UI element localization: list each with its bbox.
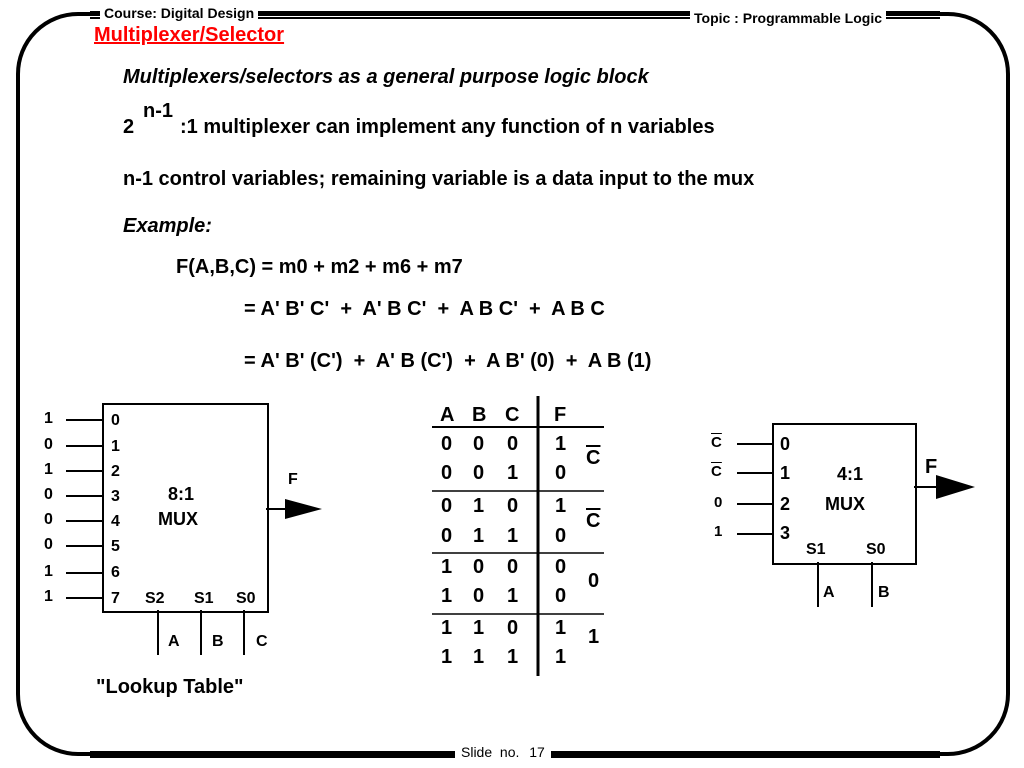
truth-table-cell: 0: [507, 495, 519, 517]
truth-table-header-f: F: [554, 404, 567, 426]
topic-label: Topic : Programmable Logic: [690, 10, 886, 26]
truth-table-cell: 1: [473, 617, 485, 639]
mux8-select-var-c: C: [256, 633, 268, 650]
mux8-input-index: 5: [111, 538, 120, 555]
mux8-input-value: 1: [44, 461, 53, 478]
lookup-table-caption: "Lookup Table": [96, 676, 244, 698]
mux4-output-label: F: [925, 456, 938, 478]
mux4-input-index: 2: [780, 494, 791, 514]
equation-factored: = A' B' (C') + A' B (C') + A B' (0) + A B (1): [244, 350, 652, 372]
mux4-input-value: $\overline{C}$: [711, 463, 722, 480]
mux4-output-arrow: [936, 475, 975, 499]
mux4-input-index: 1: [780, 463, 791, 483]
truth-table-cell: 1: [555, 495, 567, 517]
course-label: Course: Digital Design: [100, 5, 258, 21]
mux4-input-value: $\overline{C}$: [711, 434, 722, 451]
mux8-output-label: F: [288, 471, 298, 488]
truth-table-cell: 1: [555, 433, 567, 455]
mux8-input-index: 6: [111, 564, 120, 581]
mux8-input-index: 3: [111, 488, 120, 505]
mux4-input-value: 0: [714, 494, 723, 511]
intro-line-2-exponent: n-1: [143, 100, 173, 122]
truth-table-cell: 1: [441, 585, 453, 607]
mux8-input-index: 0: [111, 412, 120, 429]
mux8-select-var-b: B: [212, 633, 224, 650]
truth-table-cell: 1: [441, 556, 453, 578]
mux4-input-index: 0: [780, 434, 791, 454]
mux8-input-index: 1: [111, 438, 120, 455]
truth-table-cell: 0: [473, 585, 485, 607]
mux8-label-ratio: 8:1: [168, 484, 195, 504]
truth-table-cell: 0: [473, 462, 485, 484]
mux8-select-s1: S1: [194, 590, 214, 607]
mux8-select-s2: S2: [145, 590, 165, 607]
equation-sum-of-products: = A' B' C' + A' B C' + A B C' + A B C: [244, 298, 605, 320]
intro-line-1: Multiplexers/selectors as a general purpose logic block: [123, 66, 649, 88]
truth-table-cell: 0: [441, 433, 453, 455]
truth-table-cell: 0: [441, 525, 453, 547]
truth-table-group-result: $\overline{C}$: [586, 510, 601, 532]
mux8-select-s0: S0: [236, 590, 256, 607]
mux8-input-value: 0: [44, 511, 53, 528]
mux4-label-ratio: 4:1: [837, 464, 864, 484]
truth-table-cell: 1: [441, 617, 453, 639]
mux8-input-value: 0: [44, 536, 53, 553]
truth-table-cell: 0: [555, 585, 567, 607]
mux4-select-s1: S1: [806, 541, 826, 558]
truth-table-cell: 1: [507, 585, 519, 607]
example-label: Example:: [123, 215, 212, 237]
truth-table-group-result: 0: [588, 570, 600, 592]
truth-table-cell: 1: [555, 617, 567, 639]
mux8-label-name: MUX: [158, 509, 198, 529]
truth-table-cell: 0: [507, 556, 519, 578]
truth-table-cell: 0: [507, 617, 519, 639]
truth-table-cell: 1: [473, 525, 485, 547]
truth-table-cell: 0: [441, 495, 453, 517]
truth-table-cell: 1: [507, 646, 519, 668]
intro-line-3: n-1 control variables; remaining variable is a data input to the mux: [123, 168, 755, 190]
truth-table-cell: 0: [555, 556, 567, 578]
truth-table-cell: 1: [507, 525, 519, 547]
truth-table-cell: 0: [555, 525, 567, 547]
mux4-select-var-a: A: [823, 584, 835, 601]
mux8-input-value: 1: [44, 563, 53, 580]
mux4-input-index: 3: [780, 523, 791, 543]
mux8-input-index: 2: [111, 463, 120, 480]
truth-table-cell: 1: [441, 646, 453, 668]
mux8-input-index: 7: [111, 590, 120, 607]
mux8-input-value: 0: [44, 486, 53, 503]
truth-table-cell: 0: [473, 433, 485, 455]
truth-table-cell: 1: [473, 495, 485, 517]
truth-table-cell: 0: [555, 462, 567, 484]
truth-table-header-b: B: [472, 404, 487, 426]
truth-table-cell: 1: [555, 646, 567, 668]
slide-number: 17: [529, 744, 545, 760]
truth-table-cell: 0: [507, 433, 519, 455]
truth-table-cell: 0: [441, 462, 453, 484]
truth-table-cell: 1: [473, 646, 485, 668]
mux4-select-var-b: B: [878, 584, 890, 601]
mux8-input-index: 4: [111, 513, 120, 530]
truth-table-cell: 0: [473, 556, 485, 578]
truth-table-header-a: A: [440, 404, 455, 426]
mux4-label-name: MUX: [825, 494, 865, 514]
truth-table-group-result: $\overline{C}$: [586, 447, 601, 469]
truth-table-cell: 1: [507, 462, 519, 484]
mux8-input-value: 0: [44, 436, 53, 453]
truth-table-group-result: 1: [588, 626, 600, 648]
truth-table-header-c: C: [505, 404, 520, 426]
slide-title: Multiplexer/Selector: [94, 24, 285, 46]
equation-minterms: F(A,B,C) = m0 + m2 + m6 + m7: [176, 256, 463, 278]
mux8-input-value: 1: [44, 588, 53, 605]
intro-line-2-base: 2: [123, 116, 135, 138]
mux8-select-var-a: A: [168, 633, 180, 650]
mux4-select-s0: S0: [866, 541, 886, 558]
intro-line-2-text: :1 multiplexer can implement any function of n variables: [180, 116, 715, 138]
mux4-input-value: 1: [714, 523, 723, 540]
slide-number-label: Slide no.: [461, 744, 520, 760]
mux8-input-value: 1: [44, 410, 53, 427]
